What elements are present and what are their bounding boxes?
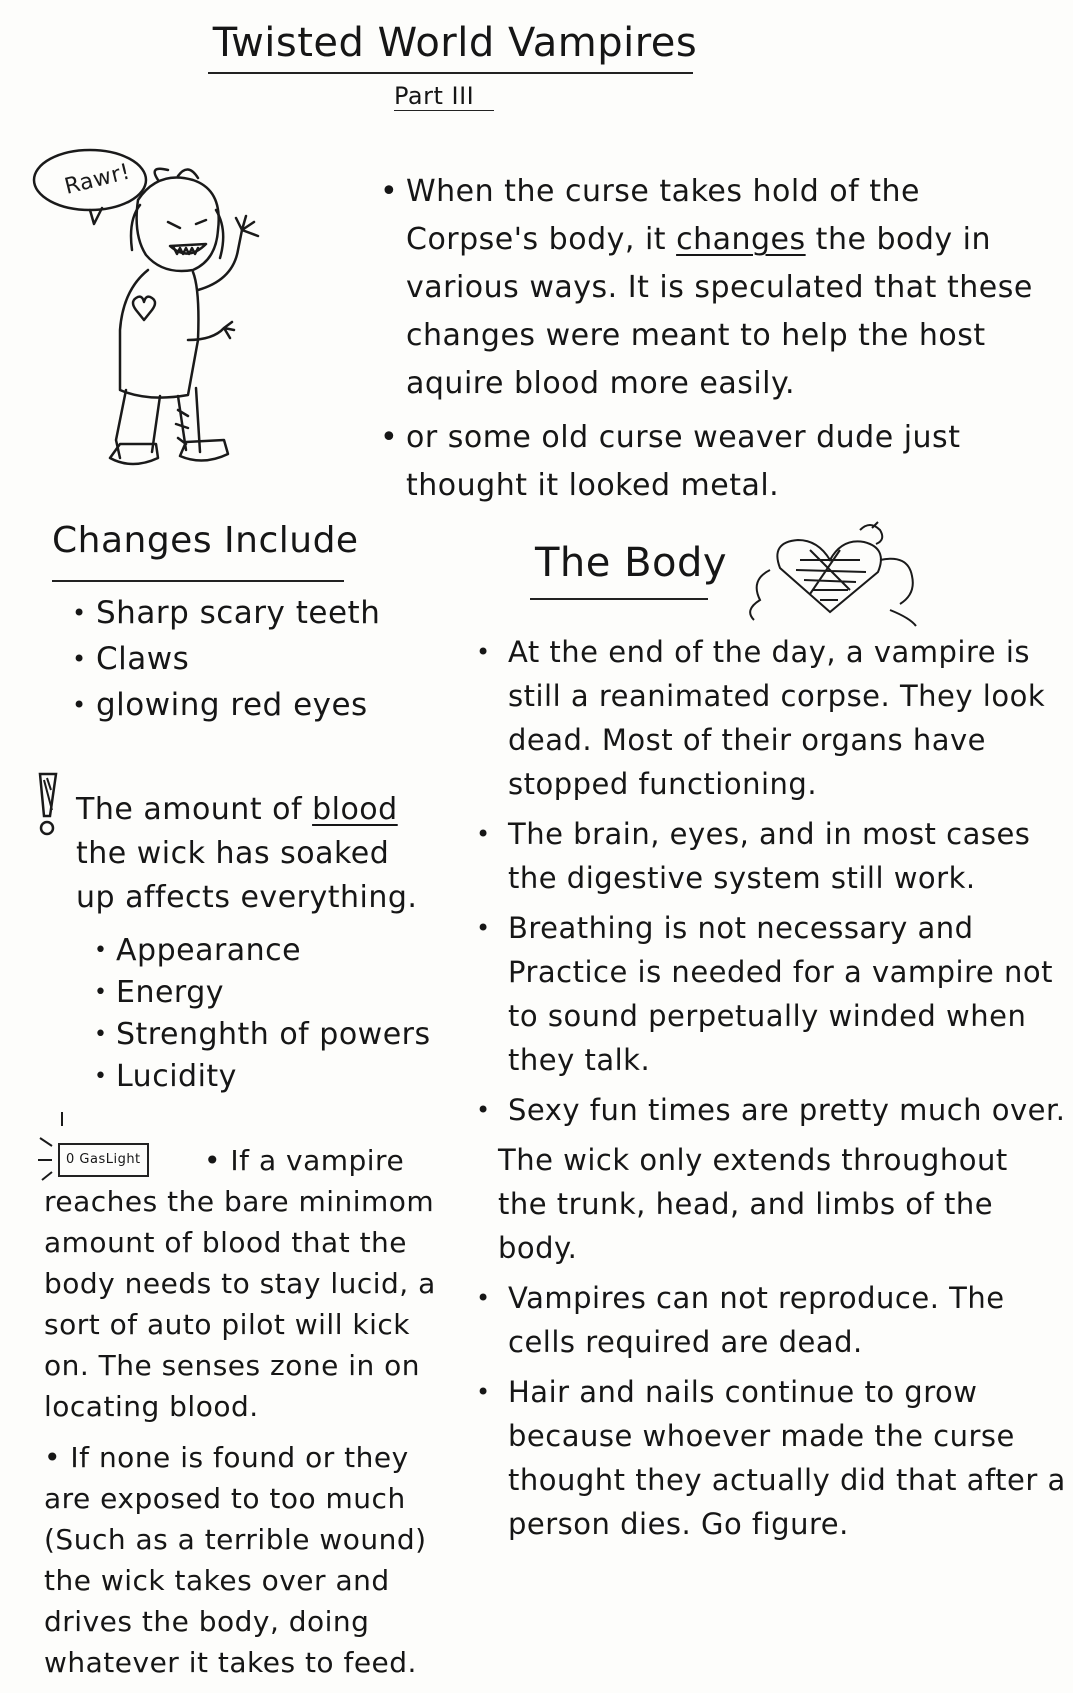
body-paragraph-3: • Breathing is not necessary and Practice is needed for a vampire not to sound perpetually winded when they talk. bbox=[476, 906, 1066, 1082]
list-item: • Sharp scary teeth bbox=[72, 590, 432, 636]
exclamation-icon bbox=[34, 770, 64, 840]
body-paragraph-6: • Vampires can not reproduce. The cells required are dead. bbox=[476, 1276, 1066, 1364]
body-heading: The Body bbox=[535, 540, 728, 586]
title-block bbox=[205, 20, 705, 66]
list-item: • glowing red eyes bbox=[72, 682, 432, 728]
gaslight-paragraph-1: • If a vampire reaches the bare minimom amount of blood that the body needs to stay lucid, a sort of auto pilot will kick on. The senses zone in on locating blood. bbox=[44, 1140, 444, 1427]
subtitle-underline bbox=[394, 110, 494, 111]
body-paragraph-5: The wick only extends throughout the trunk, head, and limbs of the body. bbox=[498, 1143, 1008, 1265]
gaslight-paragraph-2: • If none is found or they are exposed to too much (Such as a terrible wound) the wick takes over and drives the body, doing whatever it takes to feed. bbox=[44, 1437, 444, 1683]
vampire-figure-illustration bbox=[28, 140, 328, 520]
list-item: • Claws bbox=[72, 636, 432, 682]
page-title: Twisted World Vampires bbox=[212, 20, 698, 66]
body-paragraph-2: • The brain, eyes, and in most cases the digestive system still work. bbox=[476, 812, 1066, 900]
body-section bbox=[476, 630, 1066, 1552]
intro-emphasis: changes bbox=[676, 222, 806, 257]
page-subtitle: Part III bbox=[394, 82, 475, 110]
changes-list bbox=[72, 590, 432, 728]
list-item: • Strenghth of powers bbox=[94, 1014, 434, 1056]
body-paragraph-7: • Hair and nails continue to grow because whoever made the curse thought they actually did that after a person dies. Go figure. bbox=[476, 1370, 1066, 1546]
body-paragraph-4: • Sexy fun times are pretty much over. bbox=[476, 1088, 1066, 1132]
blood-text: The amount of bbox=[76, 792, 313, 827]
list-item: • Lucidity bbox=[94, 1056, 434, 1098]
intro-text-cont: the body in various ways. It is speculated that these changes were meant to help the host aquire blood more easily. bbox=[406, 222, 1033, 401]
blood-emphasis: blood bbox=[312, 792, 398, 827]
blood-effects-list bbox=[94, 930, 434, 1098]
gaslight-label-box: 0 GasLight bbox=[58, 1143, 149, 1177]
intro-paragraph-1 bbox=[380, 168, 1060, 408]
list-item: • Energy bbox=[94, 972, 434, 1014]
title-underline bbox=[208, 72, 693, 74]
list-item: • Appearance bbox=[94, 930, 434, 972]
intro-paragraph-2: • or some old curse weaver dude just thought it looked metal. bbox=[380, 414, 1060, 510]
intro-text: When the curse takes hold of the Corpse's body, it bbox=[406, 174, 920, 257]
speech-bubble-text: Rawr! bbox=[62, 159, 133, 200]
body-heading-underline bbox=[530, 598, 708, 600]
body-paragraph-1: • At the end of the day, a vampire is still a reanimated corpse. They look dead. Most of their organs have stopped functioning. bbox=[476, 630, 1066, 806]
intro-section bbox=[380, 168, 1060, 516]
gaslight-section bbox=[44, 1140, 444, 1693]
blood-text-cont: the wick has soaked up affects everything. bbox=[76, 836, 418, 915]
heart-scribble-icon bbox=[740, 520, 920, 630]
changes-heading: Changes Include bbox=[52, 520, 359, 561]
blood-paragraph bbox=[76, 788, 436, 920]
changes-heading-underline bbox=[52, 580, 344, 582]
